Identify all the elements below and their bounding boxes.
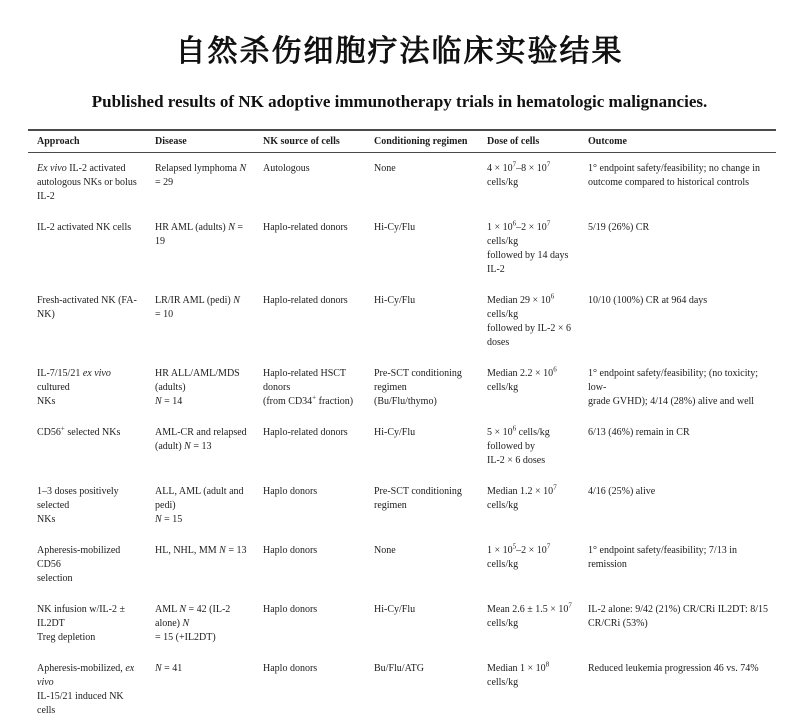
table-cell: LR/IR AML (pedi) N = 10 — [146, 285, 254, 358]
column-header-nk-source: NK source of cells — [254, 130, 365, 153]
table-cell: None — [365, 153, 478, 213]
table-row — [28, 417, 776, 476]
table-cell: Ex vivo IL-2 activated autologous NKs or bolus IL-2 — [28, 153, 146, 213]
table-cell: Median $29 \times 10^6$ cells/kg followed by IL-2 × 6 doses — [478, 285, 579, 358]
table-cell: Hi-Cy/Flu — [365, 212, 478, 285]
table-row — [28, 594, 776, 653]
table-cell: Hi-Cy/Flu — [365, 285, 478, 358]
table-cell: Hi-Cy/Flu — [365, 417, 478, 476]
table-cell: Apheresis-mobilized CD56 selection — [28, 535, 146, 594]
column-header-outcome: Outcome — [579, 130, 776, 153]
table-cell: ALL, AML (adult and pedi) N = 15 — [146, 476, 254, 535]
table-cell: Bu/Flu/ATG — [365, 653, 478, 726]
table-cell: $5 \times 10^6$ cells/kg followed by IL-2 × 6 doses — [478, 417, 579, 476]
table-cell: Median $1.2 \times 10^7$ cells/kg — [478, 476, 579, 535]
table-cell: Haplo-related HSCT donors (from CD34+ fraction) — [254, 358, 365, 417]
table-cell: Pre-SCT conditioning regimen (Bu/Flu/thymo) — [365, 358, 478, 417]
table-cell: Haplo-related donors — [254, 212, 365, 285]
table-cell: $1 \times 10^6-2 \times 10^7$ cells/kg followed by 14 days IL-2 — [478, 212, 579, 285]
table-row — [28, 535, 776, 594]
table-cell: Reduced leukemia progression 46 vs. 74% — [579, 653, 776, 726]
table-cell: Hi-Cy/Flu — [365, 594, 478, 653]
table-cell: 1° endpoint safety/feasibility; 7/13 in remission — [579, 535, 776, 594]
table-cell: IL-7/15/21 ex vivo cultured NKs — [28, 358, 146, 417]
table-cell: AML-CR and relapsed (adult) N = 13 — [146, 417, 254, 476]
column-header-conditioning: Conditioning regimen — [365, 130, 478, 153]
table-cell: IL-2 activated NK cells — [28, 212, 146, 285]
table-cell: None — [365, 535, 478, 594]
table-cell: Haplo donors — [254, 476, 365, 535]
table-cell: Haplo-related donors — [254, 417, 365, 476]
table-cell: 6/13 (46%) remain in CR — [579, 417, 776, 476]
column-header-disease: Disease — [146, 130, 254, 153]
table-cell: 4/16 (25%) alive — [579, 476, 776, 535]
table-cell: 1–3 doses positively selected NKs — [28, 476, 146, 535]
table-cell: Median $1 \times 10^8$ cells/kg — [478, 653, 579, 726]
table-cell: Relapsed lymphoma N = 29 — [146, 153, 254, 213]
table-cell: Haplo donors — [254, 653, 365, 726]
table-cell: $4 \times 10^7-8 \times 10^7$ cells/kg — [478, 153, 579, 213]
table-body — [28, 153, 776, 726]
table-row — [28, 212, 776, 285]
table-row — [28, 653, 776, 726]
table-header-row — [28, 130, 776, 153]
table-cell: Apheresis-mobilized, ex vivo IL-15/21 induced NK cells — [28, 653, 146, 726]
table-cell: Median $2.2 \times 10^6$ cells/kg — [478, 358, 579, 417]
column-header-approach: Approach — [28, 130, 146, 153]
table-cell: 5/19 (26%) CR — [579, 212, 776, 285]
table-cell: IL-2 alone: 9/42 (21%) CR/CRi IL2DT: 8/15 CR/CRi (53%) — [579, 594, 776, 653]
table-cell: Haplo-related donors — [254, 285, 365, 358]
table-row — [28, 358, 776, 417]
page-subtitle-english: Published results of NK adoptive immunotherapy trials in hematologic malignancies. — [0, 92, 799, 112]
table-cell: 10/10 (100%) CR at 964 days — [579, 285, 776, 358]
table-row — [28, 476, 776, 535]
table-cell: HR AML (adults) N = 19 — [146, 212, 254, 285]
table-cell: AML N = 42 (IL-2 alone) N = 15 (+IL2DT) — [146, 594, 254, 653]
table-cell: 1° endpoint safety/feasibility; no change in outcome compared to historical controls — [579, 153, 776, 213]
table-cell: Haplo donors — [254, 535, 365, 594]
table-cell: Autologous — [254, 153, 365, 213]
table-header — [28, 130, 776, 153]
table-cell: NK infusion w/IL-2 ± IL2DT Treg depletion — [28, 594, 146, 653]
table-cell: Mean $2.6 \pm 1.5 \times 10^7$ cells/kg — [478, 594, 579, 653]
column-header-dose: Dose of cells — [478, 130, 579, 153]
page-title-chinese: 自然杀伤细胞疗法临床实验结果 — [0, 26, 799, 70]
table-cell: CD56+ selected NKs — [28, 417, 146, 476]
table-cell: Haplo donors — [254, 594, 365, 653]
table-row — [28, 153, 776, 213]
nk-trials-table — [28, 129, 776, 726]
table-cell: Pre-SCT conditioning regimen — [365, 476, 478, 535]
table-cell: $1 \times 10^5-2 \times 10^7$ cells/kg — [478, 535, 579, 594]
table-cell: Fresh-activated NK (FA-NK) — [28, 285, 146, 358]
table-cell: HR ALL/AML/MDS (adults) N = 14 — [146, 358, 254, 417]
table-cell: HL, NHL, MM N = 13 — [146, 535, 254, 594]
table-cell: N = 41 — [146, 653, 254, 726]
table-row — [28, 285, 776, 358]
table-cell: 1° endpoint safety/feasibility; (no toxicity; low- grade GVHD); 4/14 (28%) alive and well — [579, 358, 776, 417]
